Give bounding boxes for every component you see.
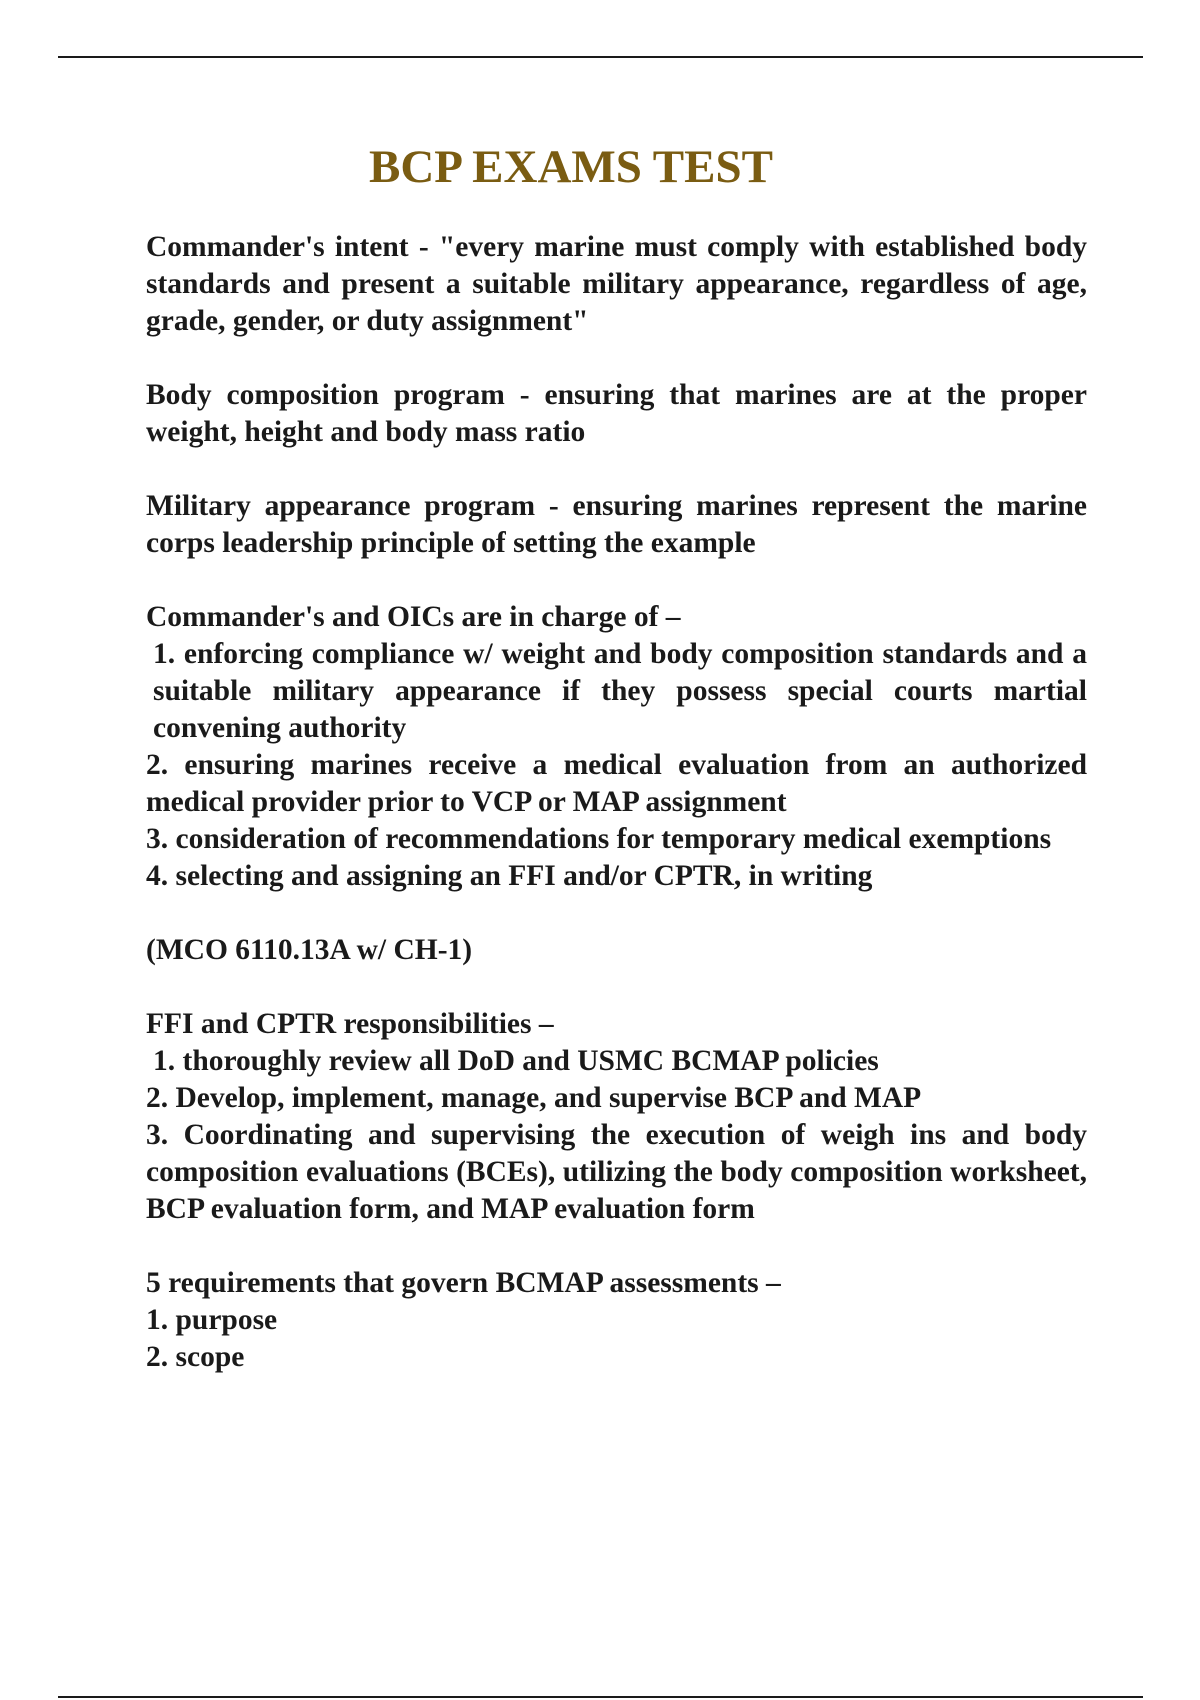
document-body [146,229,1087,1376]
list-item: 3. consideration of recommendations for temporary medical exemptions [146,823,1052,855]
paragraph: Commander's intent - "every marine must comply with established body standards and present a suitable military appearance, regardless of age, grade, gender, or duty assignment" [146,231,1087,337]
list-item: 2. ensuring marines receive a medical evaluation from an authorized medical provider prior to VCP or MAP assignment [146,749,1087,818]
bottom-rule [58,1696,1143,1698]
list-item: 1. enforcing compliance w/ weight and body composition standards and a suitable military appearance if they possess special courts martial convening authority [153,638,1087,744]
section-commanders-intent [146,229,1087,340]
section-body-composition-program [146,377,1087,451]
section-ffi-cptr-responsibilities [146,1006,1087,1228]
list-item: 2. scope [146,1341,245,1373]
list-item: 3. Coordinating and supervising the execution of weigh ins and body composition evaluations (BCEs), utilizing the body composition worksheet, BCP evaluation form, and MAP evaluation form [146,1119,1087,1225]
page-title: BCP EXAMS TEST [369,141,773,193]
list-item: 2. Develop, implement, manage, and supervise BCP and MAP [146,1082,922,1114]
list-item: 1. purpose [146,1304,278,1336]
section-heading: FFI and CPTR responsibilities – [146,1008,554,1040]
paragraph: Military appearance program - ensuring marines represent the marine corps leadership principle of setting the example [146,490,1087,559]
list-item: 4. selecting and assigning an FFI and/or CPTR, in writing [146,860,873,892]
reference-citation: (MCO 6110.13A w/ CH-1) [146,934,473,966]
section-military-appearance-program [146,488,1087,562]
section-reference [146,932,1087,969]
section-commanders-oics [146,599,1087,895]
section-bcmap-requirements [146,1265,1087,1376]
list-item: 1. thoroughly review all DoD and USMC BCMAP policies [153,1045,879,1077]
section-heading: 5 requirements that govern BCMAP assessments – [146,1267,781,1299]
section-heading: Commander's and OICs are in charge of – [146,601,681,633]
paragraph: Body composition program - ensuring that marines are at the proper weight, height and body mass ratio [146,379,1087,448]
top-rule [58,56,1143,58]
